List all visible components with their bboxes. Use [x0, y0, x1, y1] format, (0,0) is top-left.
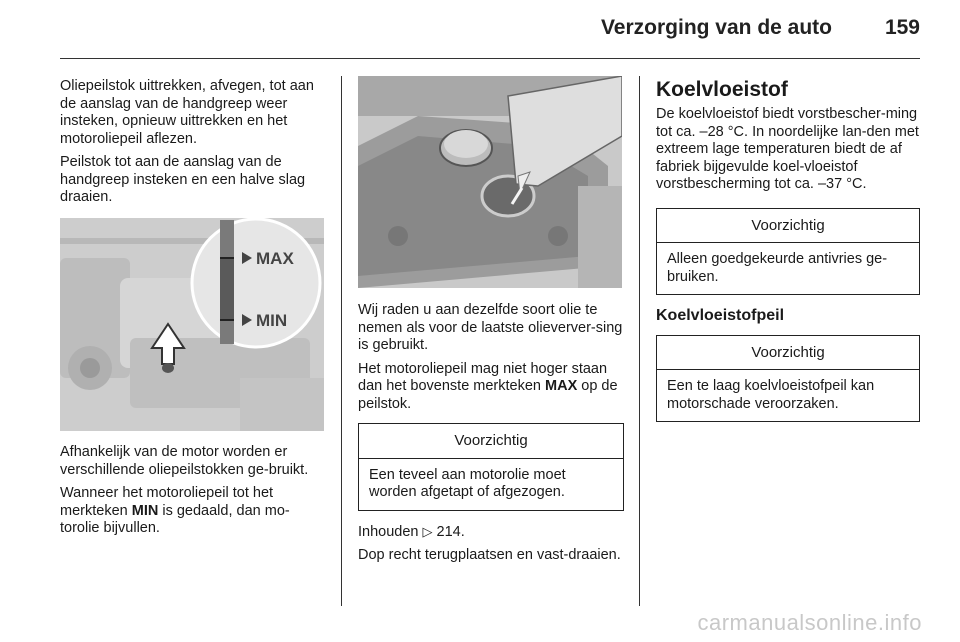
dipstick-variants-text: Afhankelijk van de motor worden er verschillende oliepeilstokken ge-bruikt.	[60, 444, 309, 478]
oil-type-advice: Wij raden u aan dezelfde soort olie te nemen als voor de laatste olieverver-sing is gebruikt.	[358, 302, 623, 353]
column-1-lower	[60, 444, 326, 544]
coolant-protection-text: De koelvloeistof biedt vorstbescher-ming tot ca. –28 °C. In noordelijke lan-den met extreem lage temperaturen biedt de af fabriek bijgevulde koel-vloeistof vorstbescherming tot ca. –37 °C.	[656, 106, 919, 192]
min-mark: MIN	[131, 502, 159, 519]
column-divider-1	[341, 76, 342, 606]
page-ref-arrow-icon: ▷	[422, 523, 433, 539]
max-label: MAX	[256, 249, 294, 268]
column-1	[60, 78, 326, 213]
caution-title: Voorzichtig	[657, 209, 919, 244]
caution-body: Een teveel aan motorolie moet worden afgetapt of afgezogen.	[369, 466, 566, 500]
caution-body: Alleen goedgekeurde antivries ge-bruiken.	[667, 251, 888, 285]
caution-box-oil	[358, 423, 624, 511]
caution-title: Voorzichtig	[359, 424, 623, 459]
caution-title: Voorzichtig	[657, 336, 919, 371]
header-divider	[60, 58, 920, 59]
subheading-coolant-level: Koelvloeistofpeil	[656, 307, 785, 324]
caution-box-antifreeze	[656, 208, 920, 296]
capacities-reference: Inhouden ▷ 214.	[358, 523, 465, 540]
dipstick-illustration	[60, 218, 324, 431]
column-2	[358, 302, 624, 571]
max-mark: MAX	[545, 378, 578, 394]
section-heading-coolant: Koelvloeistof	[656, 78, 788, 101]
page-ref-link[interactable]: 214.	[432, 523, 465, 540]
running-header-title: Verzorging van de auto	[600, 16, 832, 39]
caution-box-coolant-level	[656, 335, 920, 423]
caution-body: Een te laag koelvloeistofpeil kan motorschade veroorzaken.	[667, 378, 875, 412]
oil-level-limit: Het motoroliepeil mag niet hoger staan dan het bovenste merkteken MAX op de peilstok.	[358, 360, 618, 412]
column-3	[656, 78, 920, 434]
dipstick-insert-text: Peilstok tot aan de aanslag van de handgreep insteken en een halve slag draaien.	[60, 154, 306, 205]
cap-replace-text: Dop recht terugplaatsen en vast-draaien.	[358, 547, 621, 563]
watermark: carmanualsonline.info	[697, 610, 922, 635]
column-divider-2	[639, 76, 640, 606]
page-number: 159	[884, 16, 920, 39]
min-label: MIN	[256, 311, 288, 330]
dipstick-instructions: Oliepeilstok uittrekken, afvegen, tot aan de aanslag van de handgreep weer insteken, opnieuw uittrekken en het motoroliepeil aflezen.	[60, 78, 314, 147]
refill-text: Wanneer het motoroliepeil tot het merkteken MIN is gedaald, dan mo-torolie bijvullen.	[60, 485, 290, 536]
oil-fill-illustration	[358, 76, 622, 288]
